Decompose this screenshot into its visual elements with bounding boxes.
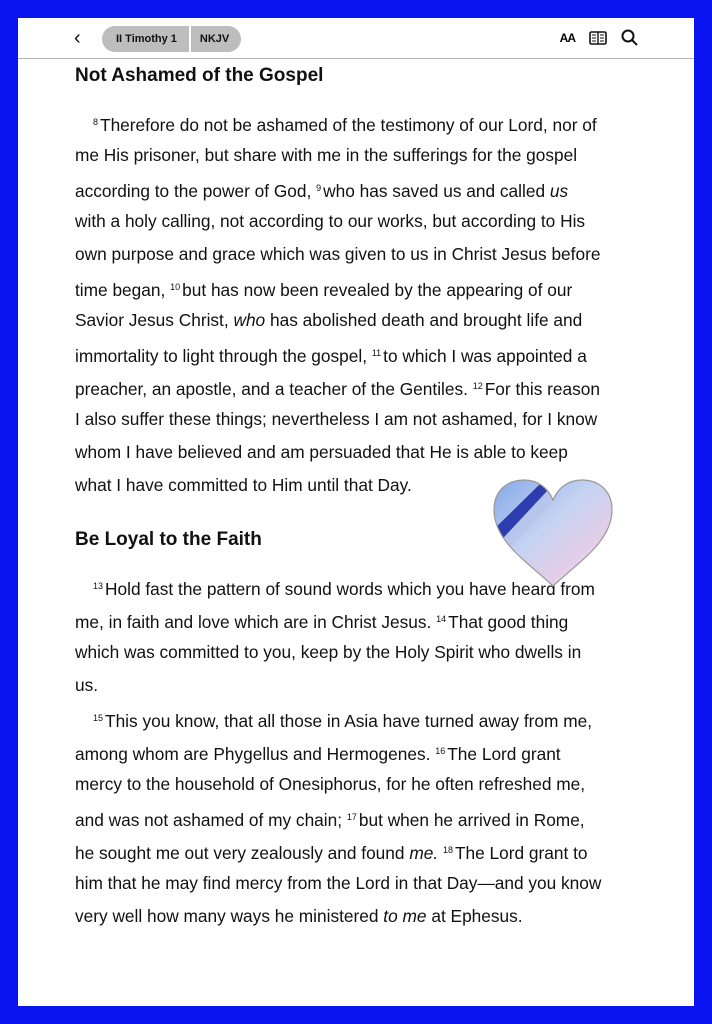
- verse-number: 16: [435, 746, 446, 756]
- verse-text: That good thing: [448, 612, 569, 632]
- verse-number: 12: [472, 381, 483, 391]
- verse-text: time began,: [75, 280, 171, 300]
- text-line: [75, 106, 675, 139]
- verse-text: Savior Jesus Christ,: [75, 310, 234, 330]
- paragraph: [75, 106, 675, 502]
- verse-text: but when he arrived in Rome,: [358, 810, 585, 830]
- search-icon[interactable]: [621, 29, 638, 46]
- heart-image: [490, 476, 616, 588]
- text-line: [75, 172, 675, 205]
- font-size-icon[interactable]: AA: [559, 30, 575, 45]
- verse-number: 10: [170, 282, 181, 292]
- text-line: [75, 735, 675, 768]
- text-line: [75, 370, 675, 403]
- verse-text: and was not ashamed of my chain;: [75, 810, 347, 830]
- verse-text: This you know, that all those in Asia have turned away from me,: [105, 711, 593, 731]
- verse-text: immortality to light through the gospel,: [75, 346, 372, 366]
- italic-text: to me: [383, 906, 427, 926]
- top-bar: [18, 18, 694, 59]
- verse-text: For this reason: [484, 379, 601, 399]
- italic-text: us: [549, 181, 569, 201]
- italic-text: who: [233, 310, 266, 330]
- verse-text: which was committed to you, keep by the Holy Spirit who dwells in: [75, 642, 582, 662]
- verse-number: 11: [371, 348, 382, 358]
- verse-text: preacher, an apostle, and a teacher of the Gentiles.: [75, 379, 473, 399]
- verse-text: me His prisoner, but share with me in the sufferings for the gospel: [75, 145, 578, 165]
- version-button[interactable]: NKJV: [189, 26, 241, 52]
- verse-text: who has saved us and called: [323, 181, 550, 201]
- verse-number: 17: [346, 812, 357, 822]
- parallel-book-icon[interactable]: [589, 31, 607, 45]
- text-line: [75, 337, 675, 370]
- verse-text: at Ephesus.: [426, 906, 523, 926]
- passage-selector: [102, 26, 241, 52]
- paragraph: [75, 570, 675, 702]
- verse-text: own purpose and grace which was given to us in Christ Jesus before: [75, 244, 601, 264]
- text-line: [75, 603, 675, 636]
- text-line: [75, 768, 675, 801]
- verse-text: me, in faith and love which are in Christ Jesus.: [75, 612, 437, 632]
- italic-text: me.: [409, 843, 439, 863]
- section-heading: Be Loyal to the Faith: [75, 529, 262, 550]
- verse-text: among whom are Phygellus and Hermogenes.: [75, 744, 436, 764]
- verse-text: according to the power of God,: [75, 181, 317, 201]
- verse-text: whom I have believed and am persuaded that He is able to keep: [75, 442, 568, 462]
- verse-text: I also suffer these things; nevertheless I am not ashamed, for I know: [75, 409, 598, 429]
- verse-text: us.: [75, 675, 99, 695]
- paragraph: [75, 702, 675, 933]
- text-line: [75, 403, 675, 436]
- verse-text: very well how many ways he ministered: [75, 906, 384, 926]
- verse-number: 18: [442, 845, 453, 855]
- text-line: [75, 801, 675, 834]
- verse-number: 13: [93, 581, 104, 591]
- verse-text: but has now been revealed by the appearing of our: [182, 280, 573, 300]
- verse-text: with a holy calling, not according to our works, but according to His: [75, 211, 586, 231]
- verse-number: 8: [93, 117, 99, 127]
- text-line: [75, 238, 675, 271]
- verse-number: 9: [316, 183, 322, 193]
- text-line: [75, 139, 675, 172]
- reader-page: [18, 18, 694, 1006]
- verse-text: him that he may find mercy from the Lord in that Day—and you know: [75, 873, 602, 893]
- verse-text: Hold fast the pattern of sound words which you have heard from: [105, 579, 595, 599]
- verse-text: The Lord grant: [447, 744, 561, 764]
- text-line: [75, 702, 675, 735]
- text-line: [75, 669, 675, 702]
- verse-text: The Lord grant to: [454, 843, 588, 863]
- verse-text: Therefore do not be ashamed of the testimony of our Lord, nor of: [100, 115, 597, 135]
- text-line: [75, 271, 675, 304]
- verse-text: mercy to the household of Onesiphorus, for he often refreshed me,: [75, 774, 586, 794]
- verse-number: 14: [436, 614, 447, 624]
- text-line: [75, 834, 675, 867]
- book-chapter-button[interactable]: II Timothy 1: [116, 33, 177, 45]
- text-line: [75, 900, 675, 933]
- verse-text: what I have committed to Him until that Day.: [75, 475, 412, 495]
- verse-text: has abolished death and brought life and: [265, 310, 583, 330]
- verse-text: to which I was appointed a: [383, 346, 587, 366]
- text-line: [75, 205, 675, 238]
- text-line: [75, 304, 675, 337]
- text-line: [75, 867, 675, 900]
- section-heading: Not Ashamed of the Gospel: [75, 65, 324, 86]
- text-line: [75, 636, 675, 669]
- verse-text: he sought me out very zealously and found: [75, 843, 410, 863]
- verse-number: 15: [93, 713, 104, 723]
- chevron-left-icon[interactable]: ‹: [74, 27, 81, 49]
- text-line: [75, 436, 675, 469]
